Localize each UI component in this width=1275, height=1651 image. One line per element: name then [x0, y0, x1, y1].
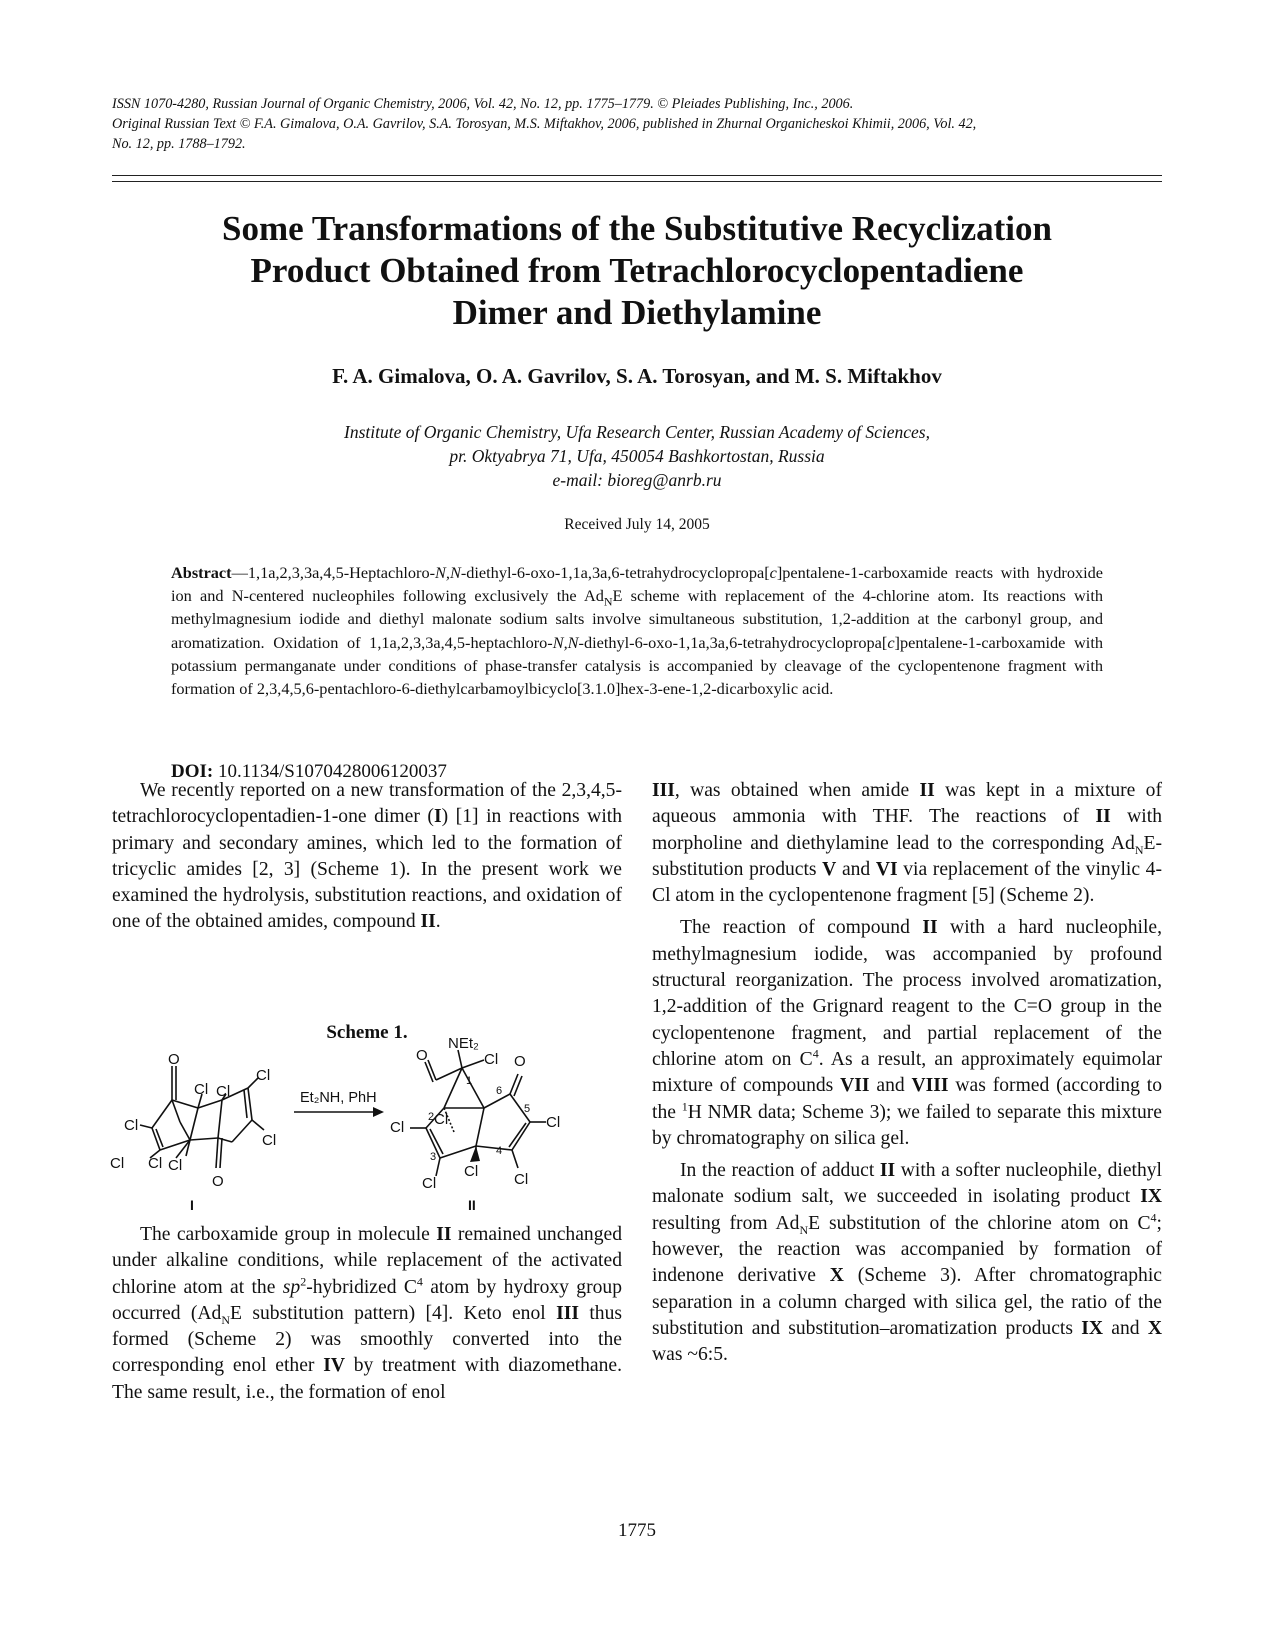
text-run: We recently reported on a new transformation of the 2,3,4,5-tetrachlorocyclopentadien-1-one dimer ( — [112, 780, 622, 828]
right-column — [652, 778, 1162, 1369]
compound-ref: I — [433, 806, 442, 828]
text-run: E substitution of the chlorine atom on C — [808, 1212, 1151, 1234]
atom-label: Cl — [262, 1132, 277, 1149]
text-run: -hybridized C — [306, 1276, 417, 1298]
atom-number: 5 — [524, 1103, 531, 1115]
compound-ref: III — [652, 780, 675, 801]
atom-number: 4 — [496, 1145, 503, 1157]
compound-ref: X — [829, 1265, 844, 1287]
atom-label: Cl — [148, 1155, 163, 1172]
paragraph — [652, 1158, 1162, 1368]
compound-ref: X — [1147, 1317, 1162, 1339]
subscript: N — [1134, 842, 1144, 857]
text-run: E substitution pattern) [4]. Keto enol — [230, 1302, 557, 1324]
atom-label: O — [212, 1173, 224, 1190]
text-run: ) [1] in reactions with primary and secondary amines, which led to the formation of tricyclic amides [2, 3] (Scheme 1). In the present work we examined the hydrolysis, substitution reactions, and oxidation of one of the obtained amides, compound — [112, 806, 623, 933]
paragraph — [652, 778, 1162, 909]
text-run: was formed (according to the — [652, 1075, 1162, 1123]
header-line: No. 12, pp. 1788–1792. — [112, 136, 246, 152]
text-run: thus formed (Scheme 2) was smoothly converted into the corresponding enol ether — [112, 1302, 622, 1377]
text-run: . As a result, an approximately equimolar mixture of compounds — [652, 1048, 1162, 1097]
text-run: by treatment with diazomethane. The same result, i.e., the formation of enol — [112, 1355, 623, 1403]
journal-header — [112, 94, 1172, 154]
compound-ref: VI — [875, 858, 898, 880]
compound-ref: IX — [1081, 1317, 1104, 1339]
atom-label: Cl — [168, 1157, 183, 1174]
abstract-text: -diethyl-6-oxo-1,1a,3a,6-tetrahydrocyclopropa[ — [460, 563, 770, 582]
compound-ref: V — [822, 858, 837, 880]
atom-label: O — [514, 1053, 526, 1070]
compound-ref: II — [879, 1160, 896, 1182]
atom-label: Cl — [110, 1155, 125, 1172]
text-run: . — [435, 911, 441, 933]
atom-label: Cl — [422, 1175, 437, 1192]
abstract-text: N,N — [552, 632, 579, 652]
paragraph — [652, 915, 1162, 1152]
text-run: and — [836, 858, 876, 880]
text-run: via replacement of the vinylic 4-Cl atom in the cyclopentenone fragment [5] (Scheme 2). — [652, 858, 1163, 907]
text-run: was ~6:5. — [652, 1344, 728, 1366]
abstract-text: —1,1a,2,3,3a,4,5-Heptachloro- — [231, 563, 436, 582]
atom-label: Cl — [514, 1171, 529, 1188]
left-column-top — [112, 778, 622, 936]
text-run: E-substitution products — [652, 832, 1162, 880]
compound-ref: VIII — [911, 1075, 949, 1097]
superscript: 1 — [681, 1099, 688, 1114]
text-run: was kept in a mixture of aqueous ammonia with THF. The reactions of — [652, 780, 1162, 828]
text-run: The reaction of compound — [680, 917, 923, 939]
compound-ref: II — [922, 917, 938, 939]
atom-label: Cl — [256, 1067, 271, 1084]
header-rule — [112, 175, 1162, 176]
abstract-text: N — [603, 594, 613, 609]
superscript: 2 — [300, 1274, 307, 1289]
affiliation-line: pr. Oktyabrya 71, Ufa, 450054 Bashkortostan, Russia — [449, 446, 825, 466]
atom-label: O — [168, 1051, 180, 1068]
compound-ref: II — [919, 780, 935, 801]
authors: F. A. Gimalova, O. A. Gavrilov, S. A. Torosyan, and M. S. Miftakhov — [332, 364, 942, 388]
header-line: Original Russian Text © F.A. Gimalova, O.A. Gavrilov, S.A. Torosyan, M.S. Miftakhov, 2006, published in Zhurnal Organicheskoi Khimii, 2006, Vol. 42, — [112, 116, 977, 132]
abstract-text: ]pentalene-1-carboxamide with potassium permanganate under conditions of phase-transfer catalysis is accompanied by cleavage of the cyclopentenone fragment with formation of 2,3,4,5,6-pentachloro-6-diethylcarbamoylbicyclo[3.1.0]hex-3-ene-1,2-dicarboxylic acid. — [171, 632, 1103, 699]
atom-label: Cl — [464, 1163, 479, 1180]
abstract-text: ]pentalene-1-carboxamide reacts with hydroxide ion and N-centered nucleophiles following exclusively the Ad — [171, 563, 1103, 606]
atom-label: NEt₂ — [448, 1035, 479, 1052]
compound-ref: II — [420, 911, 436, 933]
compound-label-I: I — [190, 1197, 194, 1213]
reaction-reagent: Et₂NH, PhH — [300, 1090, 377, 1106]
superscript: 4 — [812, 1046, 819, 1061]
atom-number: 1 — [466, 1075, 473, 1087]
text-run: , was obtained when amide — [674, 780, 920, 801]
text-run: (Scheme 3). After chromatographic separation in a column charged with silica gel, the ratio of the substitution and substitution–aromatization products — [652, 1265, 1162, 1339]
header-rule — [112, 181, 1162, 182]
text-run: H NMR data; Scheme 3); we failed to separate this mixture by chromatography on silica gel. — [652, 1101, 1163, 1149]
text-run: and — [869, 1075, 912, 1097]
atom-label: Cl — [194, 1081, 209, 1098]
article-title — [112, 208, 1162, 334]
compound-ref: II — [1095, 806, 1111, 828]
doi-link[interactable]: 10.1134/S1070428006120037 — [217, 761, 447, 782]
text-run: with a softer nucleophile, diethyl malonate sodium salt, we succeeded in isolating product — [652, 1160, 1162, 1208]
text-run: ; however, the reaction was accompanied by formation of indenone derivative — [652, 1212, 1162, 1287]
abstract-text: c — [769, 563, 777, 582]
text-run: The carboxamide group in molecule — [140, 1224, 437, 1245]
scheme-title: Scheme 1. — [326, 1022, 408, 1043]
affiliation — [112, 420, 1162, 492]
left-column-bottom — [112, 1222, 622, 1406]
compound-ref: IX — [1140, 1186, 1162, 1208]
text-run: atom by hydroxy group occurred (Ad — [112, 1276, 622, 1324]
title-line: Some Transformations of the Substitutive Recyclization — [222, 209, 1052, 248]
title-line: Product Obtained from Tetrachlorocyclopentadiene — [250, 251, 1024, 290]
atom-number: 2 — [428, 1111, 435, 1123]
text-run: sp — [282, 1276, 301, 1298]
compound-ref: VII — [840, 1075, 870, 1097]
abstract-text: E scheme with replacement of the 4-chlorine atom. Its reactions with methylmagnesium iodide and diethyl malonate sodium salts involve simultaneous substitution, 1,2-addition at the carbonyl group, and aromatization. Oxidation of 1,1a,2,3,3a,4,5-heptachloro- — [171, 586, 1103, 652]
compound-II-atoms — [390, 1035, 560, 1192]
affiliation-email: e-mail: bioreg@anrb.ru — [552, 470, 722, 490]
atom-label: Cl — [484, 1051, 499, 1068]
page-number: 1775 — [618, 1520, 656, 1541]
compound-label-II: II — [468, 1197, 476, 1213]
atom-label: Cl — [124, 1117, 139, 1134]
scheme-1-figure — [110, 1035, 620, 1213]
compound-ref: II — [436, 1224, 452, 1245]
compound-ref: IV — [323, 1355, 345, 1377]
superscript: 4 — [416, 1274, 423, 1289]
atom-label: Cl — [546, 1114, 561, 1131]
text-run: In the reaction of adduct — [680, 1160, 880, 1182]
reaction-arrow — [294, 1107, 384, 1117]
abstract — [171, 561, 1103, 700]
received-date: Received July 14, 2005 — [564, 516, 710, 533]
atom-label: Cl — [434, 1111, 449, 1128]
affiliation-line: Institute of Organic Chemistry, Ufa Research Center, Russian Academy of Sciences, — [344, 422, 930, 442]
atom-label: Cl — [216, 1083, 231, 1100]
abstract-label: Abstract — [171, 563, 232, 582]
atom-number: 6 — [496, 1085, 503, 1097]
atom-number: 3 — [430, 1151, 437, 1163]
superscript: 4 — [1150, 1210, 1157, 1225]
paragraph — [112, 778, 622, 936]
doi-label: DOI: — [171, 761, 214, 782]
text-run: and — [1103, 1317, 1148, 1339]
text-run: with morpholine and diethylamine lead to the corresponding Ad — [652, 806, 1162, 854]
text-run: resulting from Ad — [652, 1212, 800, 1234]
title-line: Dimer and Diethylamine — [452, 293, 822, 332]
abstract-text: c — [887, 632, 895, 652]
subscript: N — [799, 1222, 809, 1237]
subscript: N — [221, 1312, 231, 1327]
wedge-bond — [470, 1146, 480, 1162]
header-line: ISSN 1070-4280, Russian Journal of Organic Chemistry, 2006, Vol. 42, No. 12, pp. 1775–1779. © Pleiades Publishing, Inc., 2006. — [112, 96, 854, 112]
abstract-text: N,N — [435, 563, 461, 582]
compound-ref: III — [556, 1302, 579, 1324]
text-run: remained unchanged under alkaline conditions, while replacement of the activated chlorine atom at the — [112, 1224, 623, 1298]
text-run: with a hard nucleophile, methylmagnesium iodide, was accompanied by profound structural reorganization. The process involved aromatization, 1,2-addition of the Grignard reagent to the C=O group in the cyclopentenone fragment, and partial replacement of the chlorine atom on C — [652, 917, 1162, 1070]
atom-label: O — [416, 1047, 428, 1064]
paragraph — [112, 1222, 622, 1406]
atom-label: Cl — [390, 1119, 405, 1136]
abstract-text: -diethyl-6-oxo-1,1a,3a,6-tetrahydrocyclopropa[ — [578, 632, 888, 652]
